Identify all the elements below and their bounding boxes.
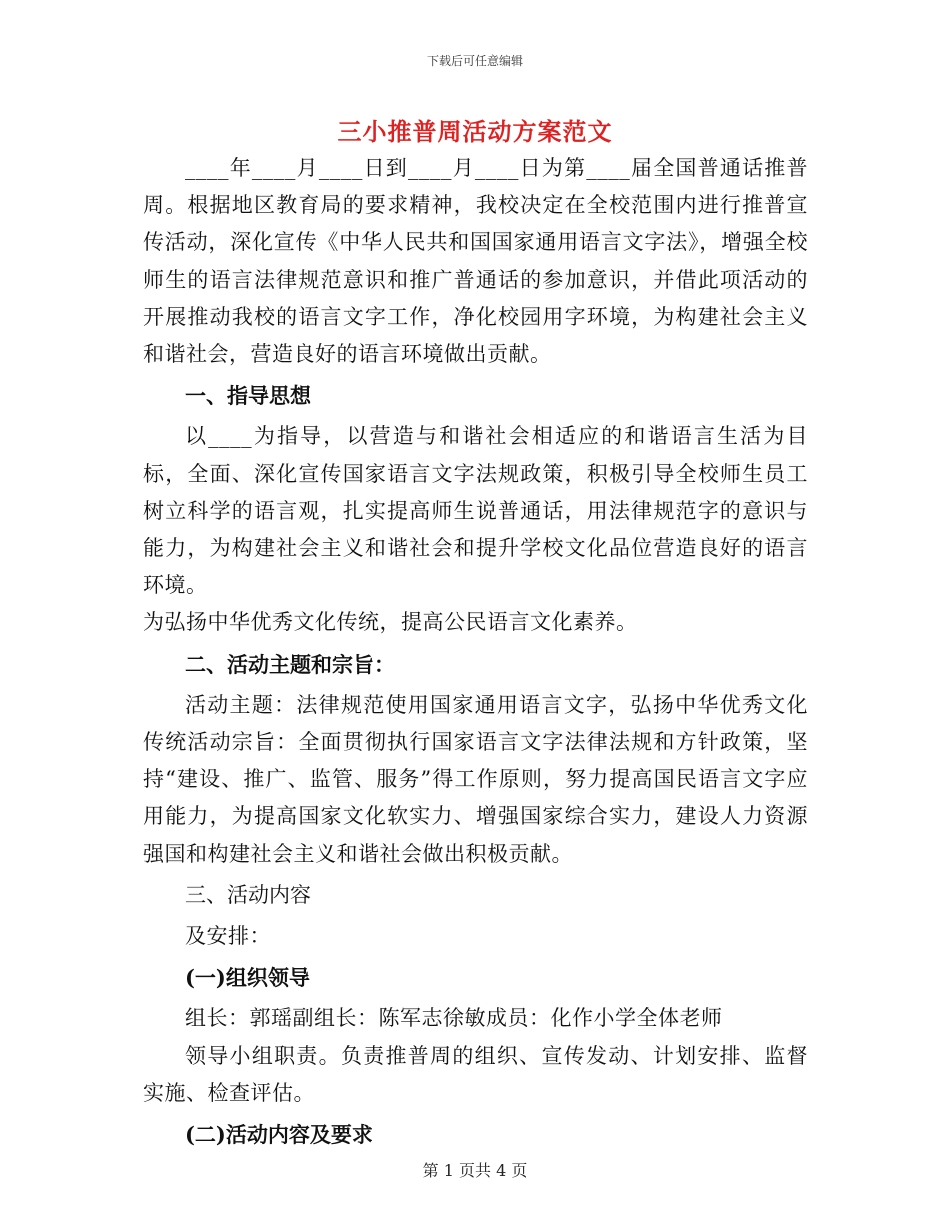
document-body — [143, 150, 808, 1153]
theme-purpose-paragraph: 活动主题：法律规范使用国家通用语言文字，弘扬中华优秀文化传统活动宗旨：全面贯彻执行国家语言文字法律法规和方针政策，坚持“建设、推广、监管、服务”得工作原则，努力提高国民语言文字应用能力，为提高国家文化软实力、增强国家综合实力，建设人力资源强国和构建社会主义和谐社会做出积极贡献。 — [143, 692, 808, 866]
organization-duty-paragraph: 领导小组职责。负责推普周的组织、宣传发动、计划安排、监督实施、检查评估。 — [143, 1043, 808, 1105]
section-heading-activity-content: 三、活动内容 — [185, 882, 311, 907]
subsection-heading-organization: (一)组织领导 — [185, 965, 310, 991]
organization-members-line: 组长：郭瑶副组长：陈军志徐敏成员：化作小学全体老师 — [185, 1006, 723, 1031]
guiding-ideology-paragraph-2: 为弘扬中华优秀文化传统，提高公民语言文化素养。 — [143, 610, 638, 635]
subsection-heading-content-requirements: (二)活动内容及要求 — [185, 1122, 373, 1148]
document-title: 三小推普周活动方案范文 — [337, 117, 613, 146]
section-heading-theme-purpose: 二、活动主题和宗旨： — [185, 651, 395, 677]
section-heading-guiding-ideology: 一、指导思想 — [185, 383, 311, 409]
guiding-ideology-paragraph: 以____为指导，以营造与和谐社会相适应的和谐语言生活为目标，全面、深化宣传国家语言文字法规政策，积极引导全校师生员工树立科学的语言观，扎实提高师生说普通话，用法律规范字的意识与能力，为构建社会主义和谐社会和提升学校文化品位营造良好的语言环境。 — [143, 424, 808, 598]
header-note: 下载后可任意编辑 — [426, 54, 523, 68]
activity-arrangement-line: 及安排： — [185, 924, 271, 949]
page-footer: 第 1 页共 4 页 — [422, 1161, 528, 1180]
intro-paragraph: ____年____月____日到____月____日为第____届全国普通话推普周。根据地区教育局的要求精神，我校决定在全校范围内进行推普宣传活动，深化宣传《中华人民共和国国家通用语言文字法》，增强全校师生的语言法律规范意识和推广普通话的参加意识，并借此项活动的开展推动我校的语言文字工作，净化校园用字环境，为构建社会主义和谐社会，营造良好的语言环境做出贡献。 — [143, 156, 808, 367]
